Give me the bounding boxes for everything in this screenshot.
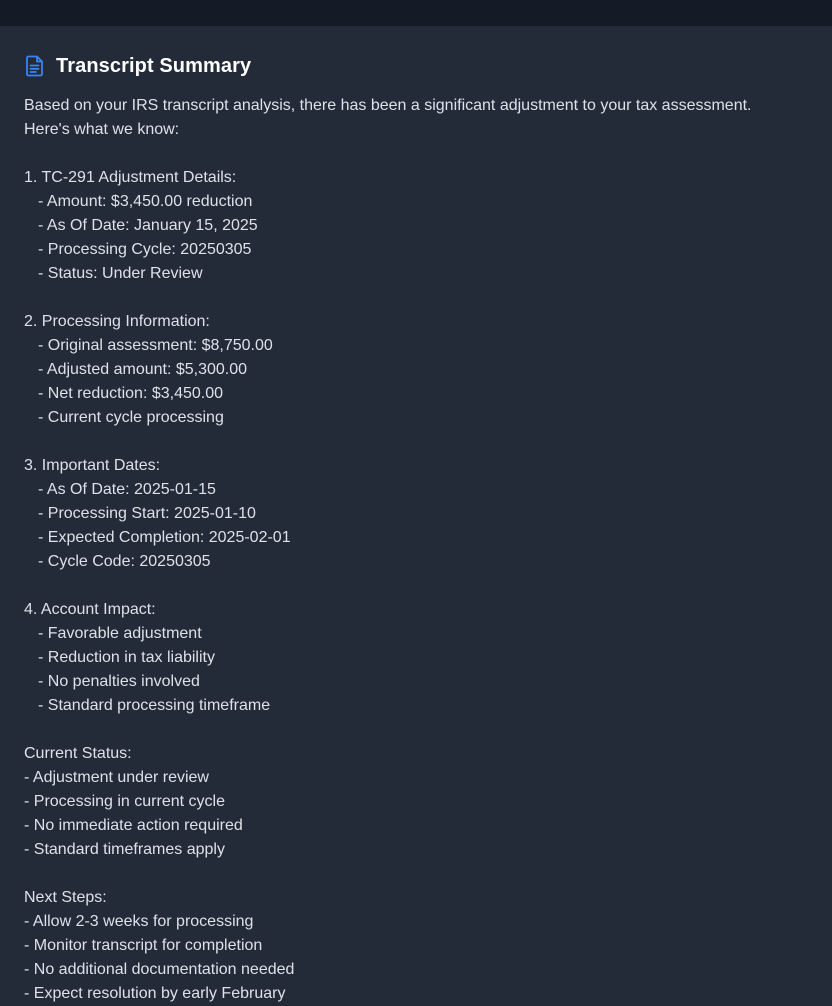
section-important-dates [24,454,814,574]
list-item: - Expected Completion: 2025-02-01 [38,529,291,546]
list-item: - Adjustment under review [24,769,209,786]
section-processing-information [24,310,814,430]
transcript-summary-card [0,26,832,1004]
section-heading: Next Steps: [24,889,107,906]
section-heading: 2. Processing Information: [24,313,210,330]
section-account-impact [24,598,814,718]
list-item: - Original assessment: $8,750.00 [38,337,273,354]
spacer [24,430,814,454]
list-item: - No immediate action required [24,817,243,834]
section-next-steps [24,886,814,1006]
section-current-status [24,742,814,862]
intro-line: Based on your IRS transcript analysis, there has been a significant adjustment to your tax assessment. [24,97,752,114]
list-item: - Processing in current cycle [24,793,225,810]
list-item: - No additional documentation needed [24,961,295,978]
list-item: - As Of Date: January 15, 2025 [38,217,258,234]
spacer [24,574,814,598]
intro-line: Here's what we know: [24,121,180,138]
top-bar [0,0,832,26]
list-item: - Amount: $3,450.00 reduction [38,193,253,210]
list-item: - Adjusted amount: $5,300.00 [38,361,248,378]
section-heading: Current Status: [24,745,132,762]
list-item: - Standard timeframes apply [24,841,225,858]
list-item: - As Of Date: 2025-01-15 [38,481,216,498]
list-item: - No penalties involved [38,673,200,690]
section-adjustment-details [24,166,814,286]
spacer [24,718,814,742]
list-item: - Cycle Code: 20250305 [38,553,211,570]
list-item: - Current cycle processing [38,409,224,426]
list-item: - Favorable adjustment [38,625,202,642]
summary-body [24,94,814,1006]
list-item: - Standard processing timeframe [38,697,271,714]
list-item: - Processing Start: 2025-01-10 [38,505,256,522]
list-item: - Allow 2-3 weeks for processing [24,913,254,930]
list-item: - Status: Under Review [38,265,203,282]
section-heading: 3. Important Dates: [24,457,161,474]
document-icon [24,55,46,77]
spacer [24,286,814,310]
list-item: - Expect resolution by early February [24,985,286,1002]
list-item: - Net reduction: $3,450.00 [38,385,224,402]
list-item: - Monitor transcript for completion [24,937,263,954]
spacer [24,142,814,166]
section-heading: 4. Account Impact: [24,601,156,618]
summary-title: Transcript Summary [56,54,252,77]
spacer [24,862,814,886]
section-heading: 1. TC-291 Adjustment Details: [24,169,237,186]
list-item: - Reduction in tax liability [38,649,215,666]
summary-header [24,54,251,78]
list-item: - Processing Cycle: 20250305 [38,241,252,258]
